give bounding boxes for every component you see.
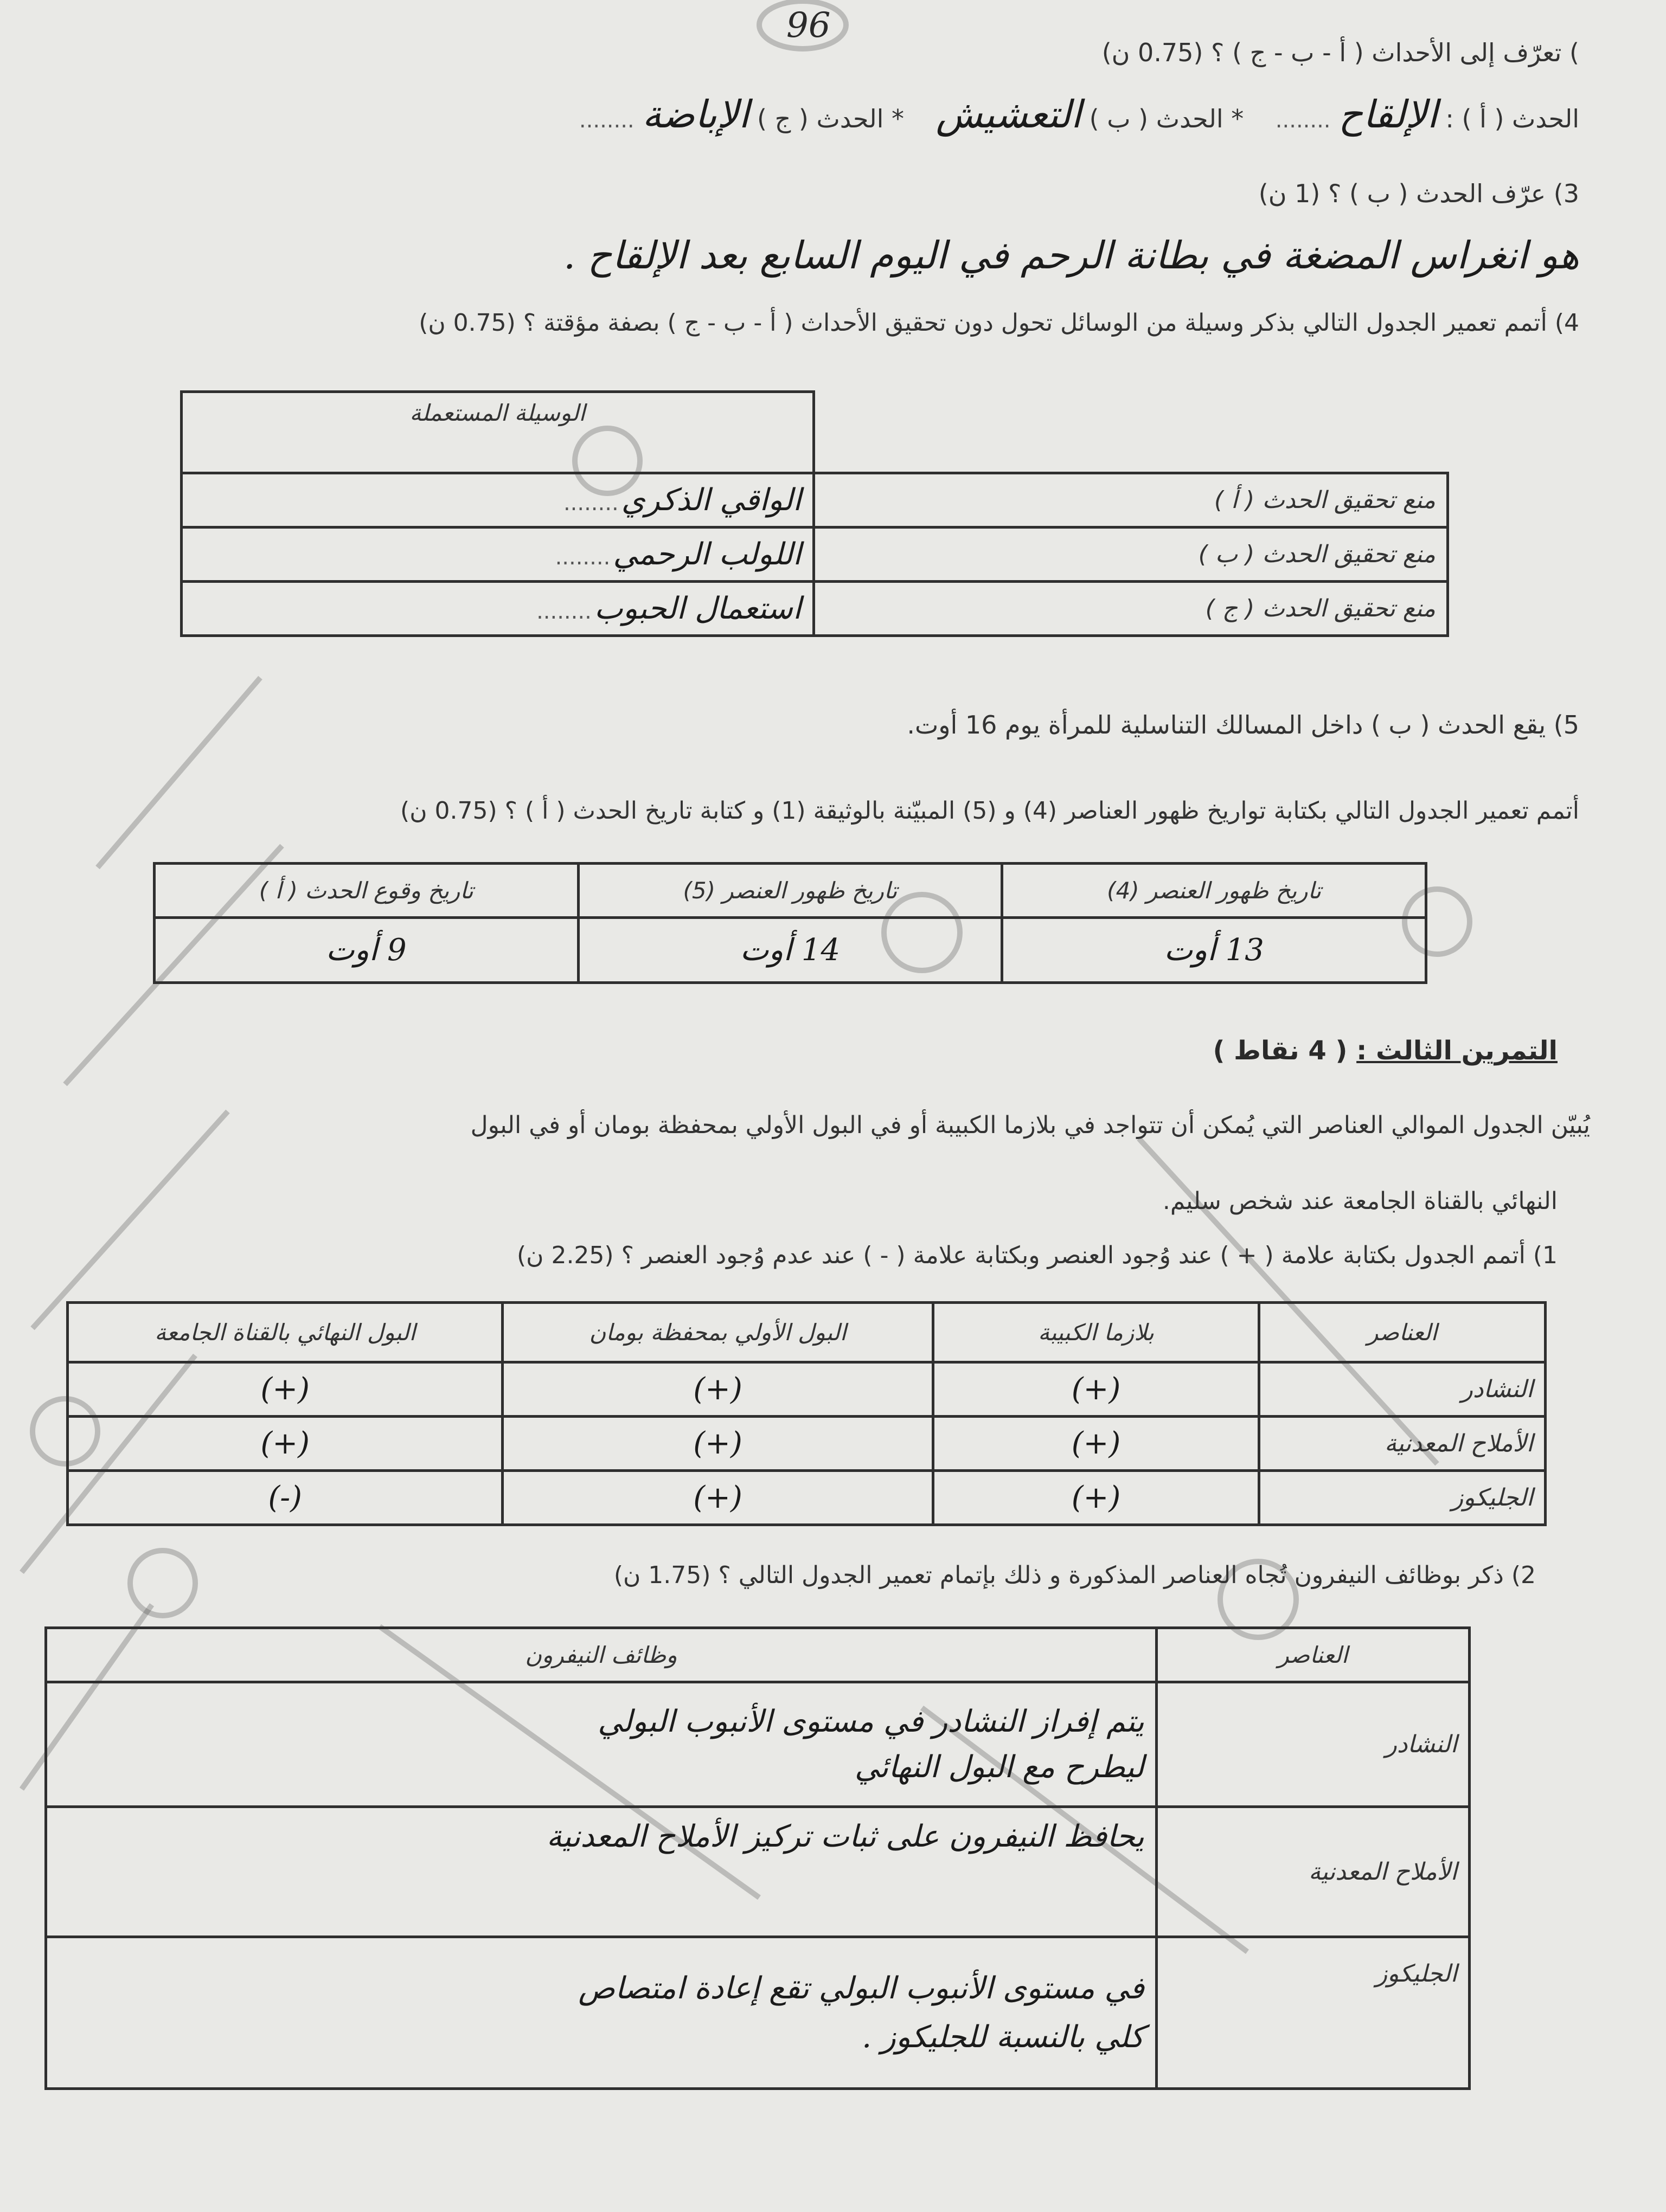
means-row-a-label: منع تحقيق الحدث ( أ ) (813, 473, 1447, 528)
means-row-c-label: منع تحقيق الحدث ( ج ) (813, 582, 1447, 636)
presence-cell: (+) (933, 1417, 1259, 1471)
presence-header-plasma: بلازما الكبيبة (933, 1303, 1259, 1362)
presence-cell: (+) (933, 1471, 1259, 1525)
functions-row-minerals: الأملاح المعدنية (1156, 1807, 1469, 1937)
presence-cell: (-) (68, 1471, 503, 1525)
watermark: ​ (65, 1030, 233, 1119)
event-c-prefix: * الحدث ( ج ) (757, 104, 905, 133)
event-c-dots: ........ (579, 108, 635, 133)
presence-table (66, 1301, 1547, 1526)
functions-row-glucose: الجليكوز (1156, 1937, 1469, 2089)
functions-table (44, 1626, 1471, 2090)
means-row-a-answer: الواقي الذكري ........ (182, 473, 814, 528)
question-define-event-b: 3) عرّف الحدث ( ب ) ؟ (1 ن) (1258, 179, 1579, 208)
question-3-2: 2) ذكر بوظائف النيفرون تُجاه العناصر المذكورة و ذلك بإتمام تعمير الجدول التالي ؟ (1.75 ن) (613, 1561, 1536, 1589)
means-table-header: الوسيلة المستعملة (182, 392, 814, 473)
question-5-statement: 5) يقع الحدث ( ب ) داخل المسالك التناسلية للمرأة يوم 16 أوت. (907, 710, 1579, 740)
presence-header-elements: العناصر (1259, 1303, 1546, 1362)
presence-row-minerals: الأملاح المعدنية (1259, 1417, 1546, 1471)
presence-cell: (+) (68, 1362, 503, 1417)
page-number: 96 (786, 5, 831, 46)
presence-cell: (+) (503, 1417, 933, 1471)
presence-row-ammonia: النشادر (1259, 1362, 1546, 1417)
exercise-3-intro-1: يُبيّن الجدول الموالي العناصر التي يُمكن أن تتواجد في بلازما الكبيبة أو في البول الأولي بمحفظة بومان أو في البول (470, 1111, 1590, 1139)
presence-row-glucose: الجليكوز (1259, 1471, 1546, 1525)
functions-row-ammonia: النشادر (1156, 1682, 1469, 1807)
dates-header-4: تاريخ ظهور العنصر (4) (1002, 864, 1426, 918)
event-b-answer: التعشيش (935, 92, 1082, 137)
event-a-answer: الإلقاح (1338, 92, 1438, 137)
means-row-b-label: منع تحقيق الحدث ( ب ) (813, 528, 1447, 582)
answer-define-event-b: هو انغراس المضغة في بطانة الرحم في اليوم السابع بعد الإلقاح . (563, 233, 1579, 278)
functions-answer-glucose: في مستوى الأنبوب البولي تقع إعادة امتصاص كلي بالنسبة للجليكوز . (46, 1937, 1157, 2089)
exercise-3-points: ( 4 نقاط ) (1213, 1036, 1348, 1066)
functions-answer-ammonia: يتم إفراز النشادر في مستوى الأنبوب البولي ليطرح مع البول النهائي (46, 1682, 1157, 1807)
means-table-empty-cell (813, 392, 1447, 473)
exercise-3-title: التمرين الثالث : (1356, 1036, 1558, 1066)
dates-value-4: 13 أوت (1002, 918, 1426, 983)
presence-cell: (+) (68, 1417, 503, 1471)
presence-cell: (+) (503, 1471, 933, 1525)
means-table (180, 390, 1449, 637)
dates-header-5: تاريخ ظهور العنصر (5) (578, 864, 1002, 918)
dates-value-5: 14 أوت (578, 918, 1002, 983)
presence-header-final-urine: البول النهائي بالقناة الجامعة (68, 1303, 503, 1362)
functions-header-element: العناصر (1156, 1628, 1469, 1682)
dates-value-a: 9 أوت (155, 918, 579, 983)
dates-table (153, 862, 1427, 984)
presence-cell: (+) (503, 1362, 933, 1417)
means-row-b-answer: اللولب الرحمي ........ (182, 528, 814, 582)
event-a-prefix: الحدث ( أ ) : (1445, 104, 1579, 133)
functions-answer-minerals: يحافظ النيفرون على ثبات تركيز الأملاح المعدنية (46, 1807, 1157, 1937)
dates-header-a: تاريخ وقوع الحدث ( أ ) (155, 864, 579, 918)
presence-header-primary-urine: البول الأولي بمحفظة بومان (503, 1303, 933, 1362)
event-b-prefix: * الحدث ( ب ) (1089, 104, 1244, 133)
means-row-c-answer: استعمال الحبوب ........ (182, 582, 814, 636)
functions-header-functions: وظائف النيفرون (46, 1628, 1157, 1682)
presence-cell: (+) (933, 1362, 1259, 1417)
event-a-dots: ........ (1275, 108, 1331, 133)
events-answer-line (579, 92, 1579, 137)
question-5-task: أتمم تعمير الجدول التالي بكتابة تواريخ ظهور العناصر (4) و (5) المبيّنة بالوثيقة (1) و كتابة تاريخ الحدث ( أ ) ؟ (0.75 ن) (400, 797, 1579, 825)
question-identify-events: ) تعرّف إلى الأحداث ( أ - ب - ج ) ؟ (0.75 ن) (1101, 38, 1579, 67)
question-3-1: 1) أتمم الجدول بكتابة علامة ( + ) عند وُجود العنصر وبكتابة علامة ( - ) عند عدم وُجود العنصر ؟ (2.25 ن) (516, 1242, 1558, 1269)
exercise-3-heading (1213, 1036, 1558, 1066)
exercise-3-intro-2: النهائي بالقناة الجامعة عند شخص سليم. (1162, 1187, 1558, 1215)
question-means-table: 4) أتمم تعمير الجدول التالي بذكر وسيلة من الوسائل تحول دون تحقيق الأحداث ( أ - ب - ج ) بصفة مؤقتة ؟ (0.75 ن) (419, 309, 1579, 337)
event-c-answer: الإباضة (642, 92, 749, 137)
